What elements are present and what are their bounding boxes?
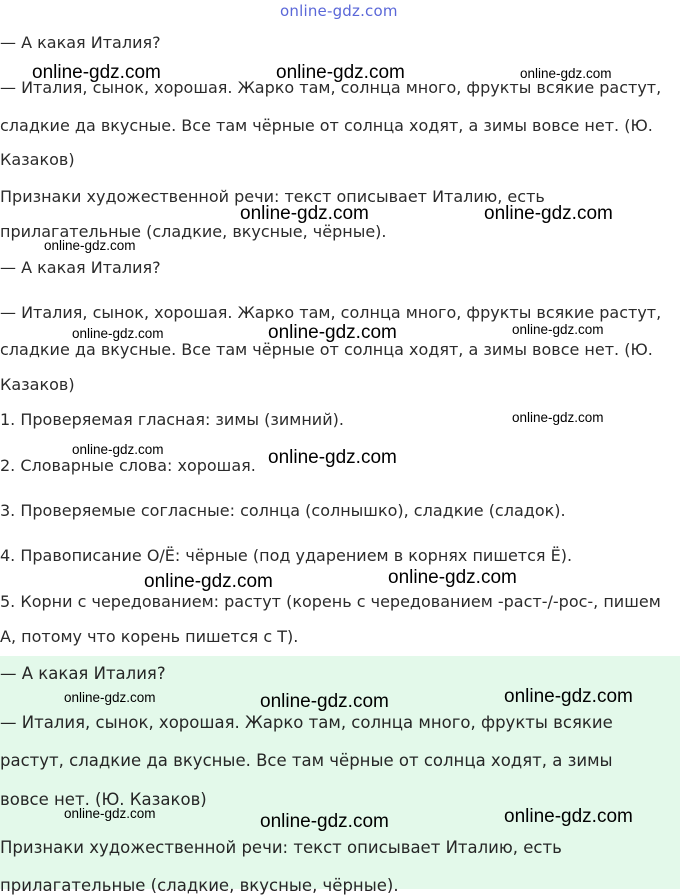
- text-line: — Италия, сынок, хорошая. Жарко там, солнца много, фрукты всякие растут,: [0, 303, 662, 322]
- watermark: online-gdz.com: [268, 447, 397, 468]
- text-line: 2. Словарные слова: хорошая.: [0, 456, 256, 475]
- watermark: online-gdz.com: [32, 62, 161, 83]
- watermark: online-gdz.com: [268, 322, 397, 343]
- text-line: 1. Проверяемая гласная: зимы (зимний).: [0, 410, 344, 429]
- text-line: Признаки художественной речи: текст описывает Италию, есть: [0, 187, 545, 206]
- text-line: сладкие да вкусные. Все там чёрные от солнца ходят, а зимы вовсе нет. (Ю.: [0, 116, 653, 135]
- watermark: online-gdz.com: [388, 567, 517, 588]
- watermark: online-gdz.com: [260, 811, 389, 832]
- text-line: прилагательные (сладкие, вкусные, чёрные).: [0, 222, 387, 241]
- text-line: Казаков): [0, 375, 75, 394]
- text-line: 4. Правописание О/Ё: чёрные (под ударением в корнях пишется Ё).: [0, 546, 573, 565]
- watermark: online-gdz.com: [64, 690, 156, 705]
- text-line: Казаков): [0, 150, 75, 169]
- watermark: online-gdz.com: [512, 410, 604, 425]
- text-line: — А какая Италия?: [0, 664, 166, 683]
- watermark: online-gdz.com: [260, 691, 389, 712]
- text-line: растут, сладкие да вкусные. Все там чёрные от солнца ходят, а зимы: [0, 751, 613, 770]
- watermark: online-gdz.com: [504, 686, 633, 707]
- watermark: online-gdz.com: [240, 203, 369, 224]
- text-line: — А какая Италия?: [0, 258, 161, 277]
- text-line: — А какая Италия?: [0, 33, 161, 52]
- text-line: прилагательные (сладкие, вкусные, чёрные).: [0, 876, 399, 895]
- text-line: Признаки художественной речи: текст описывает Италию, есть: [0, 838, 562, 857]
- text-line: — Италия, сынок, хорошая. Жарко там, солнца много, фрукты всякие растут,: [0, 78, 662, 97]
- watermark: online-gdz.com: [512, 322, 604, 337]
- watermark: online-gdz.com: [64, 806, 156, 821]
- text-line: 5. Корни с чередованием: растут (корень с чередованием -раст-/-рос-, пишем: [0, 592, 661, 611]
- text-line: вовсе нет. (Ю. Казаков): [0, 790, 207, 809]
- watermark: online-gdz.com: [276, 62, 405, 83]
- text-line: А, потому что корень пишется с Т).: [0, 627, 299, 646]
- text-line: 3. Проверяемые согласные: солнца (солнышко), сладкие (сладок).: [0, 501, 566, 520]
- watermark: online-gdz.com: [504, 806, 633, 827]
- text-line: — Италия, сынок, хорошая. Жарко там, солнца много, фрукты всякие: [0, 713, 613, 732]
- text-line: сладкие да вкусные. Все там чёрные от солнца ходят, а зимы вовсе нет. (Ю.: [0, 340, 653, 359]
- watermark: online-gdz.com: [484, 203, 613, 224]
- watermark: online-gdz.com: [144, 571, 273, 592]
- watermark: online-gdz.com: [72, 326, 164, 341]
- site-link[interactable]: online-gdz.com: [280, 2, 398, 20]
- watermark: online-gdz.com: [44, 238, 136, 253]
- watermark: online-gdz.com: [520, 66, 612, 81]
- watermark: online-gdz.com: [72, 442, 164, 457]
